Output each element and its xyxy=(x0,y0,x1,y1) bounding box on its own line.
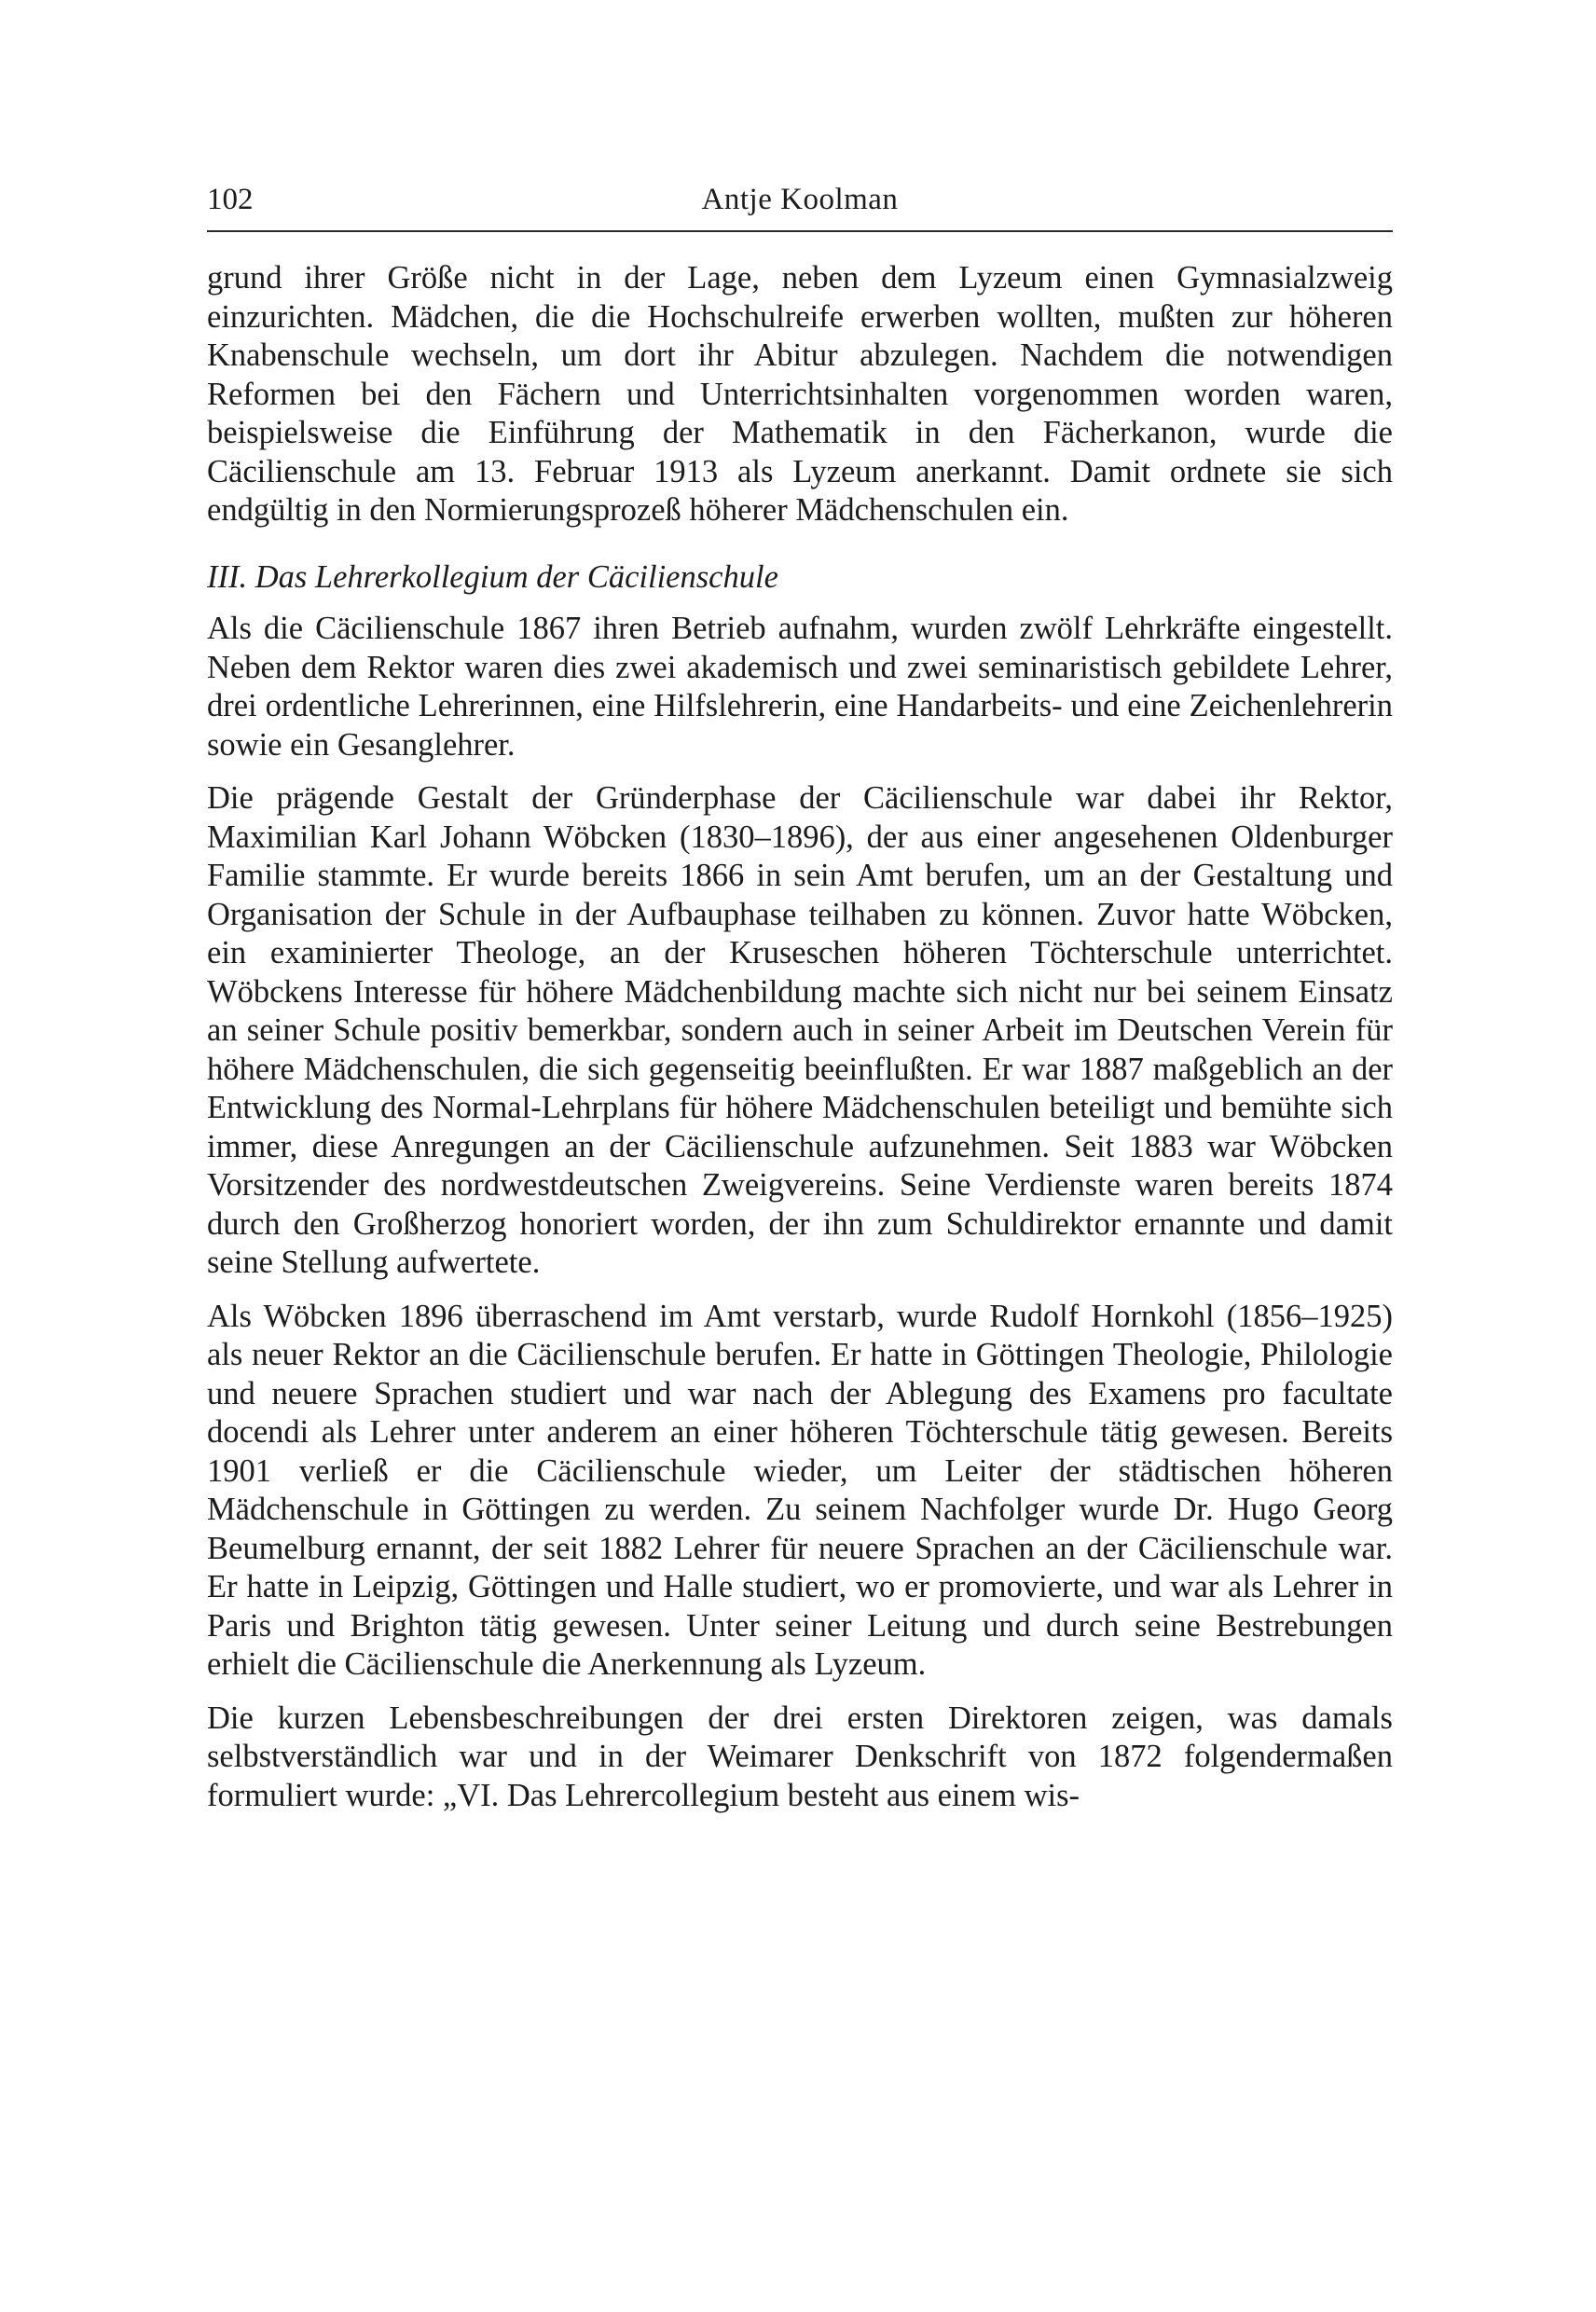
paragraph-2: Als die Cäcilienschule 1867 ihren Betrieb aufnahm, wurden zwölf Lehrkräfte eingestellt. Neben dem Rektor waren dies zwei akademisch und zwei seminaristisch gebildete Lehrer, drei ordentliche Lehrerinnen, eine Hilfslehrerin, eine Handarbeits- und eine Zeichenlehrerin sowie ein Gesanglehrer. xyxy=(207,611,1393,763)
paragraph-1: grund ihrer Größe nicht in der Lage, neben dem Lyzeum einen Gymnasialzweig einzurichten. Mädchen, die die Hochschulreife erwerben wollten, mußten zur höheren Knabenschule wechseln, um dort ihr Abitur abzulegen. Nachdem die notwendigen Reformen bei den Fächern und Unterrichtsinhalten vorgenommen worden waren, beispielsweise die Einführung der Mathematik in den Fächerkanon, wurde die Cäcilienschule am 13. Februar 1913 als Lyzeum anerkannt. Damit ordnete sie sich endgültig in den Normierungsprozeß höherer Mädchenschulen ein. xyxy=(207,260,1393,528)
running-head-author: Antje Koolman xyxy=(701,183,899,216)
paragraph-4: Als Wöbcken 1896 überraschend im Amt verstarb, wurde Rudolf Hornkohl (1856–1925) als neuer Rektor an die Cäcilienschule berufen. Er hatte in Göttingen Theologie, Philologie und neuere Sprachen studiert und war nach der Ablegung des Examens pro facultate docendi als Lehrer unter anderem an einer höheren Töchterschule tätig gewesen. Bereits 1901 verließ er die Cäcilienschule wieder, um Leiter der städtischen höheren Mädchenschule in Göttingen zu werden. Zu seinem Nachfolger wurde Dr. Hugo Georg Beumelburg ernannt, der seit 1882 Lehrer für neuere Sprachen an der Cäcilienschule war. Er hatte in Leipzig, Göttingen und Halle studiert, wo er promovierte, und war als Lehrer in Paris und Brighton tätig gewesen. Unter seiner Leitung und durch seine Bestrebungen erhielt die Cäcilienschule die Anerkennung als Lyzeum. xyxy=(207,1298,1393,1682)
header-rule xyxy=(207,230,1393,232)
page-number: 102 xyxy=(207,183,254,216)
section-heading: III. Das Lehrerkollegium der Cäcilienschule xyxy=(207,558,778,595)
paragraph-5: Die kurzen Lebensbeschreibungen der drei ersten Direktoren zeigen, was damals selbstverständlich war und in der Weimarer Denkschrift von 1872 folgendermaßen formuliert wurde: „VI. Das Lehrercollegium besteht aus einem wis- xyxy=(207,1700,1393,1813)
body-text xyxy=(207,259,1393,1830)
running-head xyxy=(207,177,1393,222)
paragraph-3: Die prägende Gestalt der Gründerphase der Cäcilienschule war dabei ihr Rektor, Maximilian Karl Johann Wöbcken (1830–1896), der aus einer angesehenen Oldenburger Familie stammte. Er wurde bereits 1866 in sein Amt berufen, um an der Gestaltung und Organisation der Schule in der Aufbauphase teilhaben zu können. Zuvor hatte Wöbcken, ein examinierter Theologe, an der Kruseschen höheren Töchterschule unterrichtet. Wöbckens Interesse für höhere Mädchenbildung machte sich nicht nur bei seinem Einsatz an seiner Schule positiv bemerkbar, sondern auch in seiner Arbeit im Deutschen Verein für höhere Mädchenschulen, die sich gegenseitig beeinflußten. Er war 1887 maßgeblich an der Entwicklung des Normal-Lehrplans für höhere Mädchenschulen beteiligt und bemühte sich immer, diese Anregungen an der Cäcilienschule aufzunehmen. Seit 1883 war Wöbcken Vorsitzender des nordwestdeutschen Zweigvereins. Seine Verdienste waren bereits 1874 durch den Großherzog honoriert worden, der ihn zum Schuldirektor ernannte und damit seine Stellung aufwertete. xyxy=(207,780,1393,1280)
